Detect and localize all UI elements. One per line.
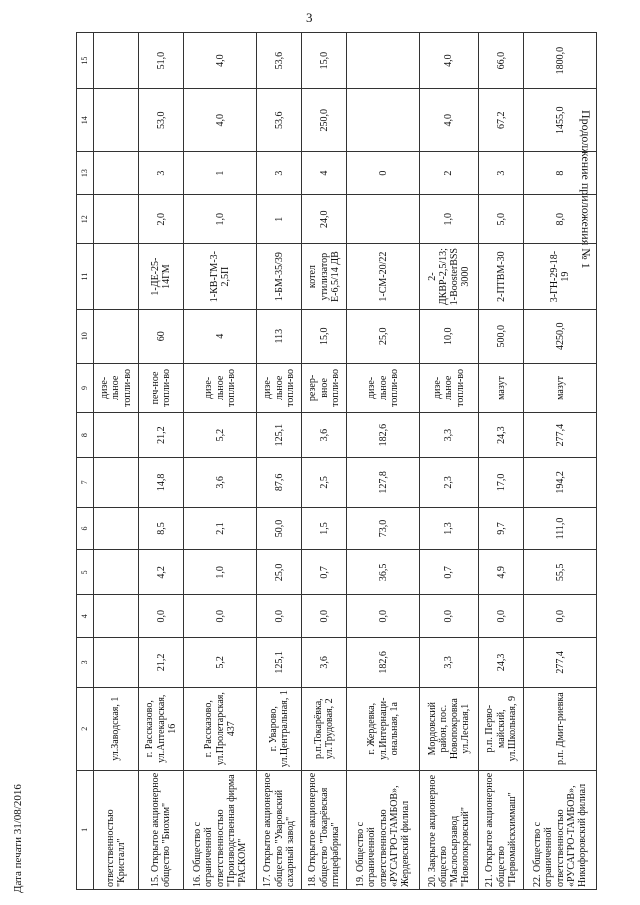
table-cell-9: дизе-льное топли-во bbox=[257, 363, 302, 412]
table-cell-10: 60 bbox=[139, 309, 184, 363]
table-cell-15: 1800,0 bbox=[524, 33, 597, 89]
table-cell-12: 24,0 bbox=[302, 195, 347, 244]
table-cell-7: 87,6 bbox=[257, 458, 302, 507]
table-cell-12: 5,0 bbox=[479, 195, 524, 244]
table-cell-3: 5,2 bbox=[184, 638, 257, 687]
column-number-cell: 9 bbox=[77, 363, 94, 412]
table-cell-11: 1-БМ-35/39 bbox=[257, 244, 302, 309]
table-cell-6 bbox=[94, 507, 139, 550]
table-row bbox=[420, 33, 479, 890]
table-cell-8: 24,3 bbox=[479, 413, 524, 458]
table-cell-15: 53,6 bbox=[257, 33, 302, 89]
table-cell-2: Мордовский район, пос. Новопокровка ул.Лесная,1 bbox=[420, 687, 479, 770]
table-cell-5: 36,5 bbox=[347, 550, 420, 595]
table-cell-14: 4,0 bbox=[420, 89, 479, 152]
table-row bbox=[184, 33, 257, 890]
table-cell-2: г. Уварово, ул.Центральная, 1 bbox=[257, 687, 302, 770]
table-cell-14: 4,0 bbox=[184, 89, 257, 152]
table-cell-3: 277,4 bbox=[524, 638, 597, 687]
table-cell-3: 24,3 bbox=[479, 638, 524, 687]
table-cell-1: 19. Общество с ограниченной ответственностью «РУСАГРО-ТАМБОВ», Жердевский филиал bbox=[347, 770, 420, 889]
table-cell-6: 2,1 bbox=[184, 507, 257, 550]
table-cell-15: 4,0 bbox=[420, 33, 479, 89]
table-cell-6: 1,5 bbox=[302, 507, 347, 550]
table-cell-14 bbox=[94, 89, 139, 152]
table-cell-14: 53,6 bbox=[257, 89, 302, 152]
table-cell-15: 66,0 bbox=[479, 33, 524, 89]
table-row bbox=[302, 33, 347, 890]
appendix-continuation-header: Продолжение приложения № 1 bbox=[579, 110, 593, 269]
column-number-cell: 14 bbox=[77, 89, 94, 152]
table-cell-6: 111,0 bbox=[524, 507, 597, 550]
table-cell-13: 3 bbox=[257, 152, 302, 195]
table-cell-3: 182,6 bbox=[347, 638, 420, 687]
table-cell-2: г. Рассказово, ул.Аптекарская, 16 bbox=[139, 687, 184, 770]
table-cell-9: дизе-льное топли-во bbox=[347, 363, 420, 412]
table-cell-14: 250,0 bbox=[302, 89, 347, 152]
table-cell-8: 182,6 bbox=[347, 413, 420, 458]
column-number-cell: 6 bbox=[77, 507, 94, 550]
table-cell-5: 4,9 bbox=[479, 550, 524, 595]
table-cell-15: 51,0 bbox=[139, 33, 184, 89]
table-cell-1: 15. Открытое акционерное общество "Биохим" bbox=[139, 770, 184, 889]
table-cell-2: р.п. Дмит-риевка bbox=[524, 687, 597, 770]
table-cell-14: 53,0 bbox=[139, 89, 184, 152]
table-cell-14: 67,2 bbox=[479, 89, 524, 152]
table-cell-1: 21. Открытое акционерное общество "Первомайскхиммаш" bbox=[479, 770, 524, 889]
table-cell-9: дизе-льное топли-во bbox=[420, 363, 479, 412]
table-cell-6: 8,5 bbox=[139, 507, 184, 550]
table-cell-12: 2,0 bbox=[139, 195, 184, 244]
column-number-cell: 7 bbox=[77, 458, 94, 507]
table-cell-10: 10,0 bbox=[420, 309, 479, 363]
table-cell-11: котел утилизатор Е-6,5/14 ДВ bbox=[302, 244, 347, 309]
table-cell-6: 73,0 bbox=[347, 507, 420, 550]
table-cell-8: 125,1 bbox=[257, 413, 302, 458]
table-cell-4 bbox=[94, 595, 139, 638]
table-cell-4: 0,0 bbox=[184, 595, 257, 638]
table-cell-13: 4 bbox=[302, 152, 347, 195]
table-cell-7: 3,6 bbox=[184, 458, 257, 507]
table-cell-12: 1,0 bbox=[420, 195, 479, 244]
column-number-row bbox=[77, 33, 94, 890]
table-cell-7 bbox=[94, 458, 139, 507]
table-cell-14: 1455,0 bbox=[524, 89, 597, 152]
table-cell-9: дизе-льное топли-во bbox=[94, 363, 139, 412]
table-cell-1: 16. Общество с ограниченной ответственностью "Производственная фирма "РАСКОМ" bbox=[184, 770, 257, 889]
table-cell-11: 2-ДКВР-2,5/13; 1-BoosterBSS 3000 bbox=[420, 244, 479, 309]
table-cell-10 bbox=[94, 309, 139, 363]
table-cell-9: резер-вное топли-во bbox=[302, 363, 347, 412]
table-cell-9: дизе-льное топли-во bbox=[184, 363, 257, 412]
table-cell-8: 3,3 bbox=[420, 413, 479, 458]
table-cell-9: мазут bbox=[479, 363, 524, 412]
table-cell-5: 0,7 bbox=[420, 550, 479, 595]
table-cell-10: 500,0 bbox=[479, 309, 524, 363]
table-cell-13: 3 bbox=[479, 152, 524, 195]
table-cell-4: 0,0 bbox=[302, 595, 347, 638]
column-number-cell: 2 bbox=[77, 687, 94, 770]
table-cell-2: г. Рассказово, ул.Пролетарская, 437 bbox=[184, 687, 257, 770]
enterprise-reserve-table bbox=[76, 32, 597, 890]
page-number: 3 bbox=[306, 10, 313, 25]
table-cell-3: 3,6 bbox=[302, 638, 347, 687]
table-cell-8 bbox=[94, 413, 139, 458]
table-cell-3: 125,1 bbox=[257, 638, 302, 687]
table-cell-7: 14,8 bbox=[139, 458, 184, 507]
table-cell-12: 8,0 bbox=[524, 195, 597, 244]
table-cell-1: 17. Открытое акционерное общество "Уваровский сахарный завод" bbox=[257, 770, 302, 889]
table-cell-12: 1,0 bbox=[184, 195, 257, 244]
print-date-footer: Дата печати 31/08/2016 bbox=[12, 784, 24, 893]
table-cell-6: 1,3 bbox=[420, 507, 479, 550]
table-cell-11: 2-ПТВМ-30 bbox=[479, 244, 524, 309]
table-cell-10: 15,0 bbox=[302, 309, 347, 363]
table-cell-10: 4 bbox=[184, 309, 257, 363]
table-cell-5: 1,0 bbox=[184, 550, 257, 595]
table-cell-1: 18. Открытое акционерное общество "Токарёвская птицефабрика" bbox=[302, 770, 347, 889]
table-cell-5: 55,5 bbox=[524, 550, 597, 595]
column-number-cell: 11 bbox=[77, 244, 94, 309]
table-cell-4: 0,0 bbox=[479, 595, 524, 638]
table-cell-2: р.п. Перво-майский, ул.Школьная, 9 bbox=[479, 687, 524, 770]
column-number-cell: 5 bbox=[77, 550, 94, 595]
table-cell-10: 4250,0 bbox=[524, 309, 597, 363]
table-cell-12: 1 bbox=[257, 195, 302, 244]
column-number-cell: 15 bbox=[77, 33, 94, 89]
table-cell-4: 0,0 bbox=[420, 595, 479, 638]
table-cell-13: 8 bbox=[524, 152, 597, 195]
column-number-cell: 10 bbox=[77, 309, 94, 363]
column-number-cell: 12 bbox=[77, 195, 94, 244]
table-cell-10: 113 bbox=[257, 309, 302, 363]
table-cell-3: 3,3 bbox=[420, 638, 479, 687]
table-cell-13 bbox=[94, 152, 139, 195]
table-cell-13: 0 bbox=[347, 152, 420, 195]
table-cell-8: 277,4 bbox=[524, 413, 597, 458]
table-cell-5 bbox=[94, 550, 139, 595]
table-cell-11: 1-ДЕ-25-14ГМ bbox=[139, 244, 184, 309]
table-cell-1: 22. Общество с ограниченной ответственностью «РУСАГРО-ТАМБОВ», Никифоровский филиал bbox=[524, 770, 597, 889]
table-row bbox=[479, 33, 524, 890]
column-number-cell: 8 bbox=[77, 413, 94, 458]
table-cell-13: 1 bbox=[184, 152, 257, 195]
table-cell-5: 4,2 bbox=[139, 550, 184, 595]
table-cell-14 bbox=[347, 89, 420, 152]
table-cell-9: печ-ное топли-во bbox=[139, 363, 184, 412]
table-row bbox=[347, 33, 420, 890]
table-cell-9: мазут bbox=[524, 363, 597, 412]
table-cell-4: 0,0 bbox=[347, 595, 420, 638]
table-cell-13: 3 bbox=[139, 152, 184, 195]
table-cell-2: ул.Заводская, 1 bbox=[94, 687, 139, 770]
table-cell-8: 21,2 bbox=[139, 413, 184, 458]
table-cell-8: 5,2 bbox=[184, 413, 257, 458]
table-cell-15: 4,0 bbox=[184, 33, 257, 89]
table-cell-4: 0,0 bbox=[524, 595, 597, 638]
table-cell-15 bbox=[347, 33, 420, 89]
column-number-cell: 1 bbox=[77, 770, 94, 889]
table-cell-7: 127,8 bbox=[347, 458, 420, 507]
table-cell-7: 2,3 bbox=[420, 458, 479, 507]
table-cell-1: ответственностью "Кристалл" bbox=[94, 770, 139, 889]
table-cell-11: 3-ГН-29-18-19 bbox=[524, 244, 597, 309]
table-cell-11: 1-КВ-ГМ-3-2,5П bbox=[184, 244, 257, 309]
table-cell-15: 15,0 bbox=[302, 33, 347, 89]
table-cell-8: 3,6 bbox=[302, 413, 347, 458]
table-cell-13: 2 bbox=[420, 152, 479, 195]
column-number-cell: 4 bbox=[77, 595, 94, 638]
rotated-table-sheet bbox=[76, 32, 597, 890]
table-cell-3 bbox=[94, 638, 139, 687]
table-cell-4: 0,0 bbox=[257, 595, 302, 638]
table-cell-1: 20. Закрытое акционерное общество "Маслосырзавод "Новопокровский" bbox=[420, 770, 479, 889]
table-cell-3: 21,2 bbox=[139, 638, 184, 687]
table-cell-10: 25,0 bbox=[347, 309, 420, 363]
table-cell-2: г. Жердевка, ул.Интернаци-ональная, 1а bbox=[347, 687, 420, 770]
table-cell-4: 0,0 bbox=[139, 595, 184, 638]
table-row bbox=[94, 33, 139, 890]
column-number-cell: 13 bbox=[77, 152, 94, 195]
table-cell-12 bbox=[94, 195, 139, 244]
table-cell-15 bbox=[94, 33, 139, 89]
table-cell-11: 1-СМ-20/22 bbox=[347, 244, 420, 309]
table-cell-5: 25,0 bbox=[257, 550, 302, 595]
table-cell-6: 9,7 bbox=[479, 507, 524, 550]
table-row bbox=[257, 33, 302, 890]
table-cell-6: 50,0 bbox=[257, 507, 302, 550]
table-cell-7: 2,5 bbox=[302, 458, 347, 507]
table-cell-7: 194,2 bbox=[524, 458, 597, 507]
table-cell-7: 17,0 bbox=[479, 458, 524, 507]
table-row bbox=[524, 33, 597, 890]
table-cell-11 bbox=[94, 244, 139, 309]
table-row bbox=[139, 33, 184, 890]
table-cell-2: р.п.Токарёвка, ул.Трудовая, 2 bbox=[302, 687, 347, 770]
column-number-cell: 3 bbox=[77, 638, 94, 687]
table-cell-5: 0,7 bbox=[302, 550, 347, 595]
table-cell-12 bbox=[347, 195, 420, 244]
